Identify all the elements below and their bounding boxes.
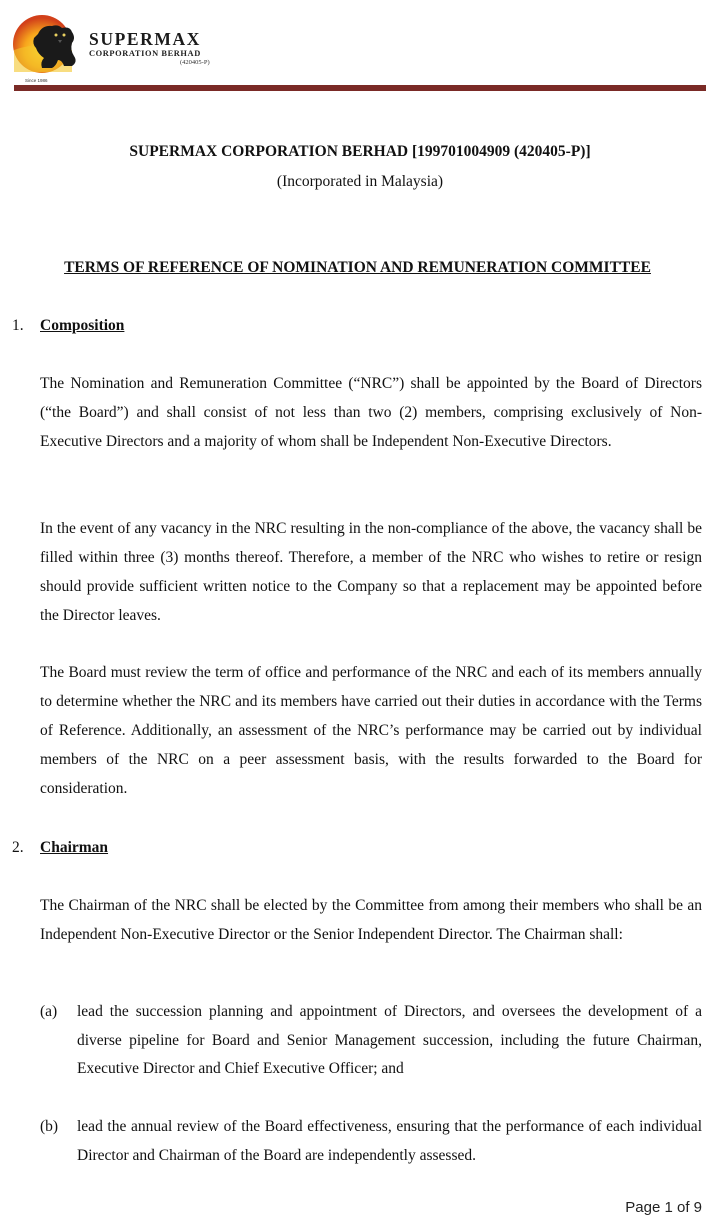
document-title: TERMS OF REFERENCE OF NOMINATION AND REMUNERATION COMMITTEE	[64, 259, 651, 276]
brand-subtitle: CORPORATION BERHAD	[89, 49, 201, 58]
header-rule	[14, 85, 706, 91]
company-logo	[12, 10, 232, 86]
incorporation-note: (Incorporated in Malaysia)	[276, 173, 444, 190]
company-name: SUPERMAX CORPORATION BERHAD [199701004909 (420405-P)]	[129, 143, 591, 160]
section-title: Composition	[40, 317, 125, 334]
list-item-label: (b)	[40, 1118, 59, 1135]
list-item	[40, 1113, 702, 1170]
brand-name: SUPERMAX	[89, 29, 201, 49]
list-item-label: (a)	[40, 1003, 58, 1020]
section-number: 2.	[12, 839, 24, 856]
paragraph: The Nomination and Remuneration Committee (“NRC”) shall be appointed by the Board of Directors (“the Board”) and shall consist of not less than two (2) members, comprising exclusively of Non-Executive Directors and a majority of whom shall be Independent Non-Executive Directors.	[40, 375, 702, 450]
paragraph: The Board must review the term of office and performance of the NRC and each of its members annually to determine whether the NRC and its members have carried out their duties in accordance with the Terms of Reference. Additionally, an assessment of the NRC’s performance may be carried out by individual members of the NRC on a peer assessment basis, with the results forwarded to the Board for consideration.	[40, 664, 702, 797]
since-label: Since 1986	[25, 78, 48, 83]
section-number: 1.	[12, 317, 24, 334]
paragraph: In the event of any vacancy in the NRC resulting in the non-compliance of the above, the vacancy shall be filled within three (3) months thereof. Therefore, a member of the NRC who wishes to retire or resign should provide sufficient written notice to the Company so that a replacement may be appointed before the Director leaves.	[40, 520, 702, 624]
panther-sun-emblem	[12, 10, 92, 82]
page-number: Page 1 of 9	[625, 1199, 702, 1216]
brand-registration: (420405-P)	[180, 59, 210, 66]
list-item-text: lead the succession planning and appointment of Directors, and oversees the development of a diverse pipeline for Board and Senior Management succession, including the future Chairman, Executive Director and Chief Executive Officer; and	[77, 1003, 702, 1077]
section-title: Chairman	[40, 839, 109, 856]
list-item	[40, 998, 702, 1084]
paragraph: The Chairman of the NRC shall be elected by the Committee from among their members who shall be an Independent Non-Executive Director or the Senior Independent Director. The Chairman shall:	[40, 897, 702, 943]
list-item-text: lead the annual review of the Board effectiveness, ensuring that the performance of each individual Director and Chairman of the Board are independently assessed.	[77, 1118, 702, 1164]
